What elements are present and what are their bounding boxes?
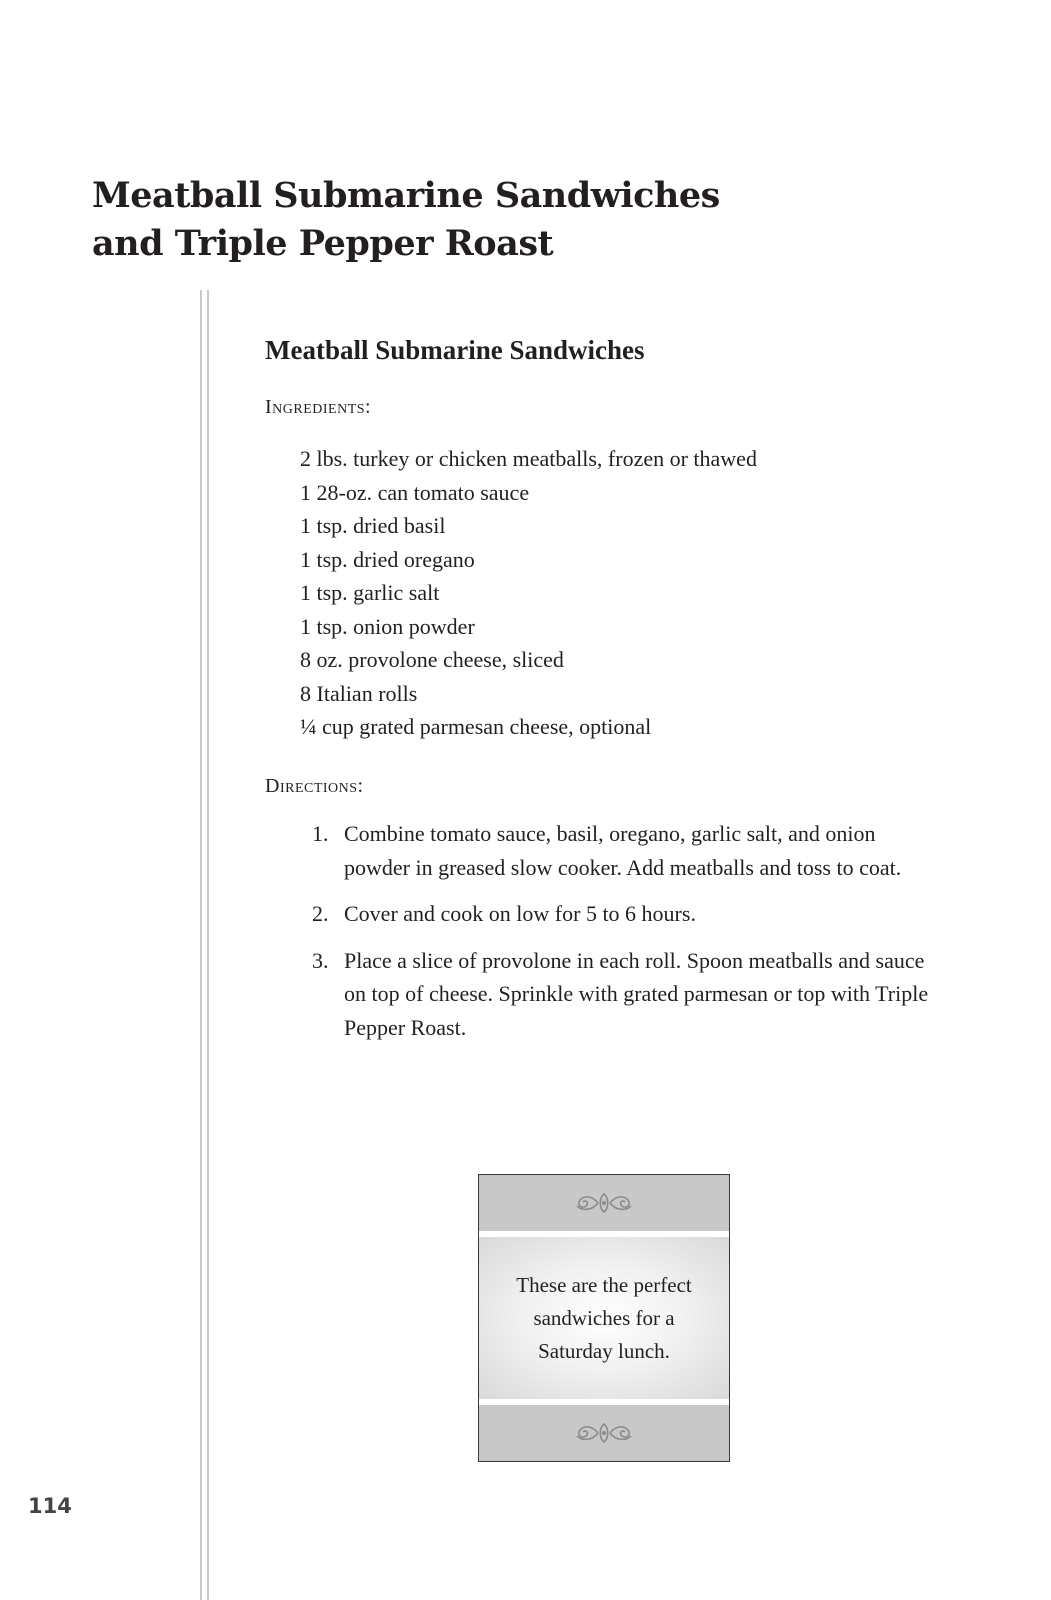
step-number: 1. — [312, 821, 329, 846]
ingredient-item: 1 tsp. dried oregano — [300, 546, 475, 572]
direction-step — [312, 897, 932, 931]
ingredient-item: 2 lbs. turkey or chicken meatballs, frozen or thawed — [300, 446, 757, 471]
direction-step — [312, 944, 932, 1045]
flourish-ornament-icon — [569, 1420, 639, 1446]
vertical-rule-right — [207, 290, 209, 1600]
page-number: 114 — [28, 1494, 72, 1518]
sidebar-note: These are the perfect sandwiches for a Saturday lunch. — [516, 1272, 692, 1363]
sidebar-top-band — [479, 1175, 729, 1231]
directions-label: Directions: — [265, 775, 364, 797]
ingredient-item: 8 oz. provolone cheese, sliced — [300, 647, 564, 672]
step-text: Cover and cook on low for 5 to 6 hours. — [344, 901, 696, 926]
ingredient-item: 1 tsp. onion powder — [300, 613, 475, 639]
sidebar-body — [479, 1237, 729, 1399]
recipe-title: Meatball Submarine Sandwiches — [265, 335, 645, 365]
ingredient-list — [300, 442, 757, 744]
step-number: 3. — [312, 947, 329, 973]
vertical-rule-left — [200, 290, 202, 1600]
ingredient-item: 8 Italian rolls — [300, 680, 418, 706]
direction-list — [312, 817, 932, 1057]
tip-sidebar — [478, 1174, 730, 1462]
page-title-line-2: and Triple Pepper Roast — [92, 223, 554, 264]
ingredient-item: ¼ cup grated parmesan cheese, optional — [300, 714, 652, 739]
step-text: Combine tomato sauce, basil, oregano, garlic salt, and onion powder in greased slow cooker. Add meatballs and toss to coat. — [344, 821, 902, 880]
ingredients-label: Ingredients: — [265, 396, 372, 418]
page-title — [92, 172, 852, 268]
ingredient-item: 1 28-oz. can tomato sauce — [300, 479, 530, 505]
page-title-line-1: Meatball Submarine Sandwiches — [92, 175, 720, 216]
ingredient-item: 1 tsp. garlic salt — [300, 580, 440, 605]
sidebar-bottom-band — [479, 1405, 729, 1461]
flourish-ornament-icon — [569, 1190, 639, 1216]
step-text: Place a slice of provolone in each roll. Spoon meatballs and sauce on top of cheese. Sprinkle with grated parmesan or top with Triple Pepper Roast. — [344, 947, 929, 1040]
step-number: 2. — [312, 901, 329, 926]
direction-step — [312, 817, 932, 884]
ingredient-item: 1 tsp. dried basil — [300, 513, 446, 538]
